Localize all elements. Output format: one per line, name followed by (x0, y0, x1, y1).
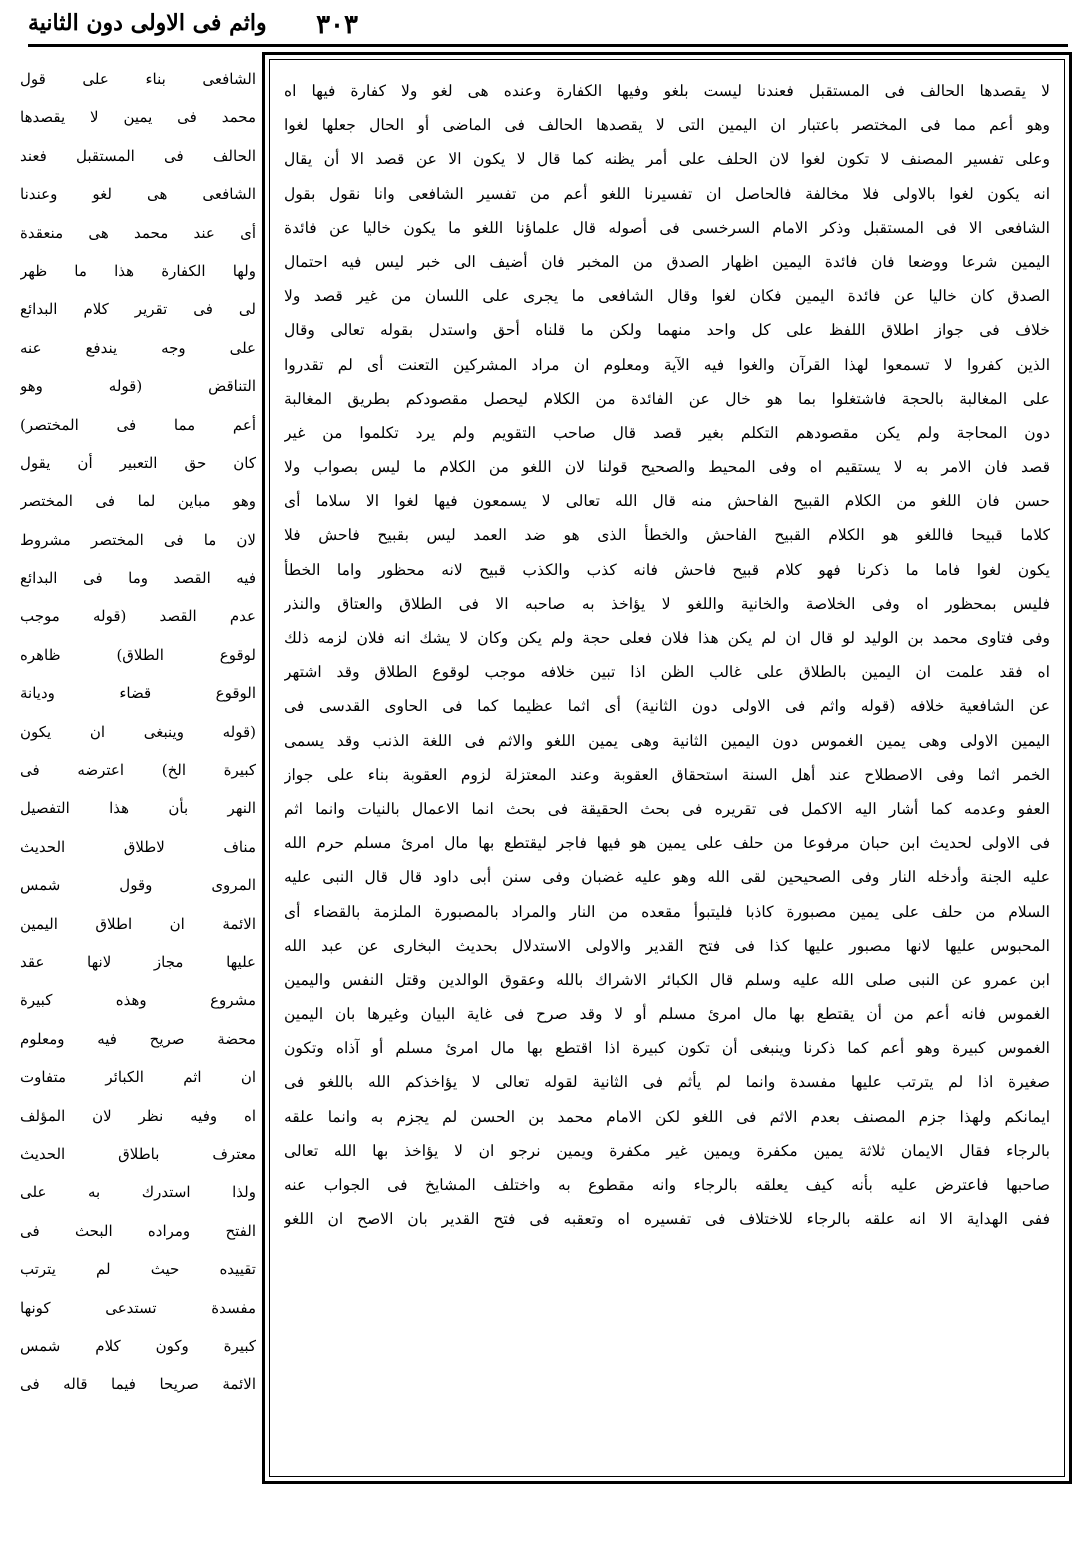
page-header (28, 6, 1068, 46)
main-text-line: السلام من حلف على يمين مصبورة كاذبا فليتبوأ مقعده من النار والمراد بالمصبورة الملزمة بالقضاء أى (284, 902, 1050, 921)
margin-text-line: الحالف فى المستقبل فعند (20, 146, 256, 165)
margin-text-line: كان حق التعبير أن يقول (20, 453, 256, 472)
margin-text-line: عدم القصد (قوله موجب (20, 607, 256, 626)
main-text-line: يكون لغوا فاما ما ذكرنا فهو كلام قبيح فاحش فانه كذب والكذب قبيح لانه محظور واما الخطأ (284, 560, 1050, 579)
margin-text-line: أى عند محمد هى منعقدة (20, 223, 256, 242)
main-text-line: الذين كفروا لا تسمعوا لهذا القرآن والغوا فيه الآية ومعلوم ان مراد المشركين التعنت أى لم تقدروا (284, 355, 1050, 374)
margin-commentary (20, 60, 256, 1500)
margin-text-line: عليها مجاز لانها عقد (20, 952, 256, 971)
main-text-line: انه يكون لغوا بالاولى فلا مخالفة فالحاصل ان تفسيرنا اللغو أعم من تفسير الشافعى وانا نقول بقول (284, 184, 1050, 203)
main-text-line: حسن فان اللغو من الكلام القبيح الفاحش منه قال الله تعالى لا يسمعون فيها لغوا الا سلاما أى (284, 492, 1050, 511)
margin-text-line: تقييده حيث لم يترتب (20, 1260, 256, 1279)
main-text-line: العفو وعدمه كما أشار اليه الاكمل فى تقريره فى بحث الحقيقة فى بحث انما الاعمال بالنيات وانما اثم (284, 799, 1050, 818)
margin-text-line: لان ما فى المختصر مشروط (20, 530, 256, 549)
header-rule (28, 44, 1068, 47)
page-number: ٣٠٣ (316, 10, 358, 40)
margin-text-line: الائمة صريحا فيما قاله فى (20, 1375, 256, 1394)
main-text-line: قصد فان الامر به لا يستقيم اه وفى المحيط والصحيح قولنا لان اللغو من الكلام ما ليس بصواب ولا (284, 458, 1050, 477)
margin-text-line: الشافعى هى لغو وعندنا (20, 185, 256, 204)
margin-text-line: لى فى تقرير كلام البدائع (20, 300, 256, 319)
margin-text-line: ولها الكفارة هذا ما ظهر (20, 261, 256, 280)
margin-text-line: كبيرة وكون كلام شمس (20, 1336, 256, 1355)
margin-text-line: محمد فى يمين لا يقصدها (20, 108, 256, 127)
main-text-line: الغموس كبيرة وهو أعم كما ذكرنا وينبغى أن تكون كبيرة اذا اقتطع بها مال امرئ مسلم أو آذاه وتكون (284, 1039, 1050, 1058)
margin-text-line: أعم مما فى المختصر) (20, 415, 256, 434)
margin-text-line: كبيرة الخ) اعترضه فى (20, 761, 256, 780)
main-text-line: كلاما قبيحا فاللغو هو الكلام القبيح الفاحش والخطأ الذى هو ضد العمد ليس بقبيح فاحش فلا (284, 526, 1050, 545)
main-text-line: وفى فتاوى محمد بن الوليد لو قال ان لم يكن هذا فلان فعلى حجة ولم يكن وكان لا يشك انه فلان لزمه ذلك (284, 629, 1050, 647)
margin-text-line: الائمة ان اطلاق اليمين (20, 914, 256, 933)
main-text-line: لا يقصدها الحالف فى المستقبل فعندنا ليست بلغو وفيها الكفارة وعنده هى لغو ولا كفارة فيها اه (284, 82, 1050, 100)
margin-text-line: ان اثم الكبائر متفاوت (20, 1068, 256, 1087)
main-text-line: اه فقد علمت ان اليمين بالطلاق على غالب الظن اذا تبين خلافه موجب لوقوع الطلاق وقد اشتهر (284, 663, 1050, 682)
main-text-line: صاحبها فاعترض عليه بأنه كيف يعلقه بالرجاء وانه مقطوع به واختلف المشايخ فى الجواب عنه (284, 1176, 1050, 1194)
main-text-line: عن الشافعية خلافه (قوله واثم فى الاولى دون الثانية) أى اثما عظيما كما فى الحاوى القدسى فى (284, 697, 1050, 716)
margin-text-line: الشافعى بناء على قول (20, 70, 256, 88)
margin-text-line: مفسدة تستدعى كونها (20, 1298, 256, 1317)
main-text-line: المحبوس عليها لانها مصبور عليها كذا فى فتح القدير والاولى الاستدلال بحديث البخارى عن عبد الله (284, 936, 1050, 955)
main-text-line: صغيرة اذا لم يترتب عليها مفسدة وانما لم يأثم فى الثانية لقوله تعالى لا يؤاخذكم الله باللغو فى (284, 1073, 1050, 1092)
margin-text-line: الفتح ومراده البحث فى (20, 1221, 256, 1240)
main-text-line: على المغالبة بالحجة فاشتغلوا بما هو خال عن الفائدة من الكلام ليحصل مقصودكم بطريق المغالبة (284, 389, 1050, 408)
main-text-line: ابن عمرو عن النبى صلى الله عليه وسلم قال الكبائر الاشراك بالله وعقوق الوالدين وقتل النفس واليمين (284, 970, 1050, 989)
margin-text-line: اه وفيه نظر لان المؤلف (20, 1106, 256, 1125)
main-text-line: بالرجاء فقال الايمان ثلاثة يمين مكفرة ويمين غير مكفرة ويمين نرجو ان لا يؤاخذ بها الله تعالى (284, 1141, 1050, 1160)
margin-text-line: وهو مباين لما فى المختصر (20, 492, 256, 511)
margin-text-line: معترف باطلاق الحديث (20, 1144, 256, 1163)
main-text-line: الخمر اثما وفى الاصطلاح عند أهل السنة استحقاق العقوبة وعند المعتزلة لزوم العقوبة بناء على جواز (284, 765, 1050, 784)
main-text-line: وهو أعم مما فى المختصر باعتبار ان اليمين التى لا يقصدها الحالف فى الماضى أو الحال جعلها لغوا (284, 116, 1050, 135)
main-text-frame (262, 52, 1072, 1484)
margin-text-line: مناف لاطلاق الحديث (20, 837, 256, 856)
running-title: واثم فى الاولى دون الثانية (28, 10, 267, 36)
main-text-block (284, 74, 1050, 1466)
main-text-line: اليمين شرعا ووضعا فان فائدة اليمين اظهار الصدق من المخبر فان أضيف الى خبر ليس فيه احتمال (284, 252, 1050, 271)
margin-text-line: محضة صريح فيه ومعلوم (20, 1029, 256, 1048)
margin-text-line: على وجه يندفع عنه (20, 338, 256, 357)
main-text-inner-border (269, 59, 1065, 1477)
margin-text-line: لوقوع الطلاق) ظاهره (20, 645, 256, 664)
main-text-line: الصدق كان خاليا عن فائدة اليمين فكان لغوا وقال الشافعى ما يجرى على اللسان من غير قصد ولا (284, 287, 1050, 306)
main-text-line: فى الاولى لحديث ابن حبان مرفوعا من حلف على يمين هو فيها فاجر ليقتطع بها مال امرئ مسلم حرم الله (284, 834, 1050, 853)
main-text-line: ففى الهداية الا انه علقه بالرجاء للاختلاف فى تفسيره اه وتعقبه فى فتح القدير بان الاصح ان اللغو (284, 1210, 1050, 1229)
main-text-line: اليمين الاولى وهى يمين الغموس دون اليمين الثانية وهى يمين اللغو والاثم فى اللغة الذنب وقد يسمى (284, 731, 1050, 750)
margin-text-line: مشروع وهذه كبيرة (20, 991, 256, 1010)
margin-text-line: النهر بأن هذا التفصيل (20, 799, 256, 818)
main-text-line: فليس بمحظور اه وفى الخلاصة والخانية واللغو لا يؤاخذ به صاحبه الا فى الطلاق والعتاق والنذر (284, 594, 1050, 613)
margin-text-line: ولذا استدرك به على (20, 1183, 256, 1202)
main-text-line: دون المحاجة ولم يكن مقصودهم التكلم بغير قصد قال صاحب التقويم ولم يرد تكلموا من غير (284, 423, 1050, 442)
margin-text-line: (قوله وينبغى ان يكون (20, 722, 256, 741)
main-text-line: الشافعى الا فى المستقبل وذكر الامام السرخسى فى أصوله قال علماؤنا اللغو ما يكون خاليا عن فائدة (284, 218, 1050, 237)
main-text-line: ايمانكم ولهذا جزم المصنف بعدم الاثم فى اللغو لكن الامام محمد بن الحسن لم يجزم به وانما علقه (284, 1107, 1050, 1126)
main-text-line: عليه الجنة وأدخله النار وفى الصحيحين لقى الله وهو عليه غضبان وفى سنن أبى داود قال قال النبى عليه (284, 868, 1050, 887)
main-text-line: وعلى تفسير المصنف لا تكون لغوا لان الحلف على أمر يظنه كما قال لا يكون الا عن قصد الا أن يقال (284, 150, 1050, 169)
main-text-line: الغموس فانه أعم من أن يقتطع بها مال امرئ مسلم أو لا وقد صرح فى غاية البيان وغيرها بان اليمين (284, 1005, 1050, 1024)
margin-text-line: الوقوع قضاء وديانة (20, 684, 256, 703)
margin-text-line: فيه القصد وما فى البدائع (20, 569, 256, 588)
margin-text-line: التناقض (قوله وهو (20, 377, 256, 396)
margin-text-line: المروى وقول شمس (20, 876, 256, 895)
main-text-line: خلاف فى جواز اطلاق اللفظ على كل واحد منهما ولكن ما قلناه أحق واستدل بقوله تعالى وقال (284, 321, 1050, 340)
